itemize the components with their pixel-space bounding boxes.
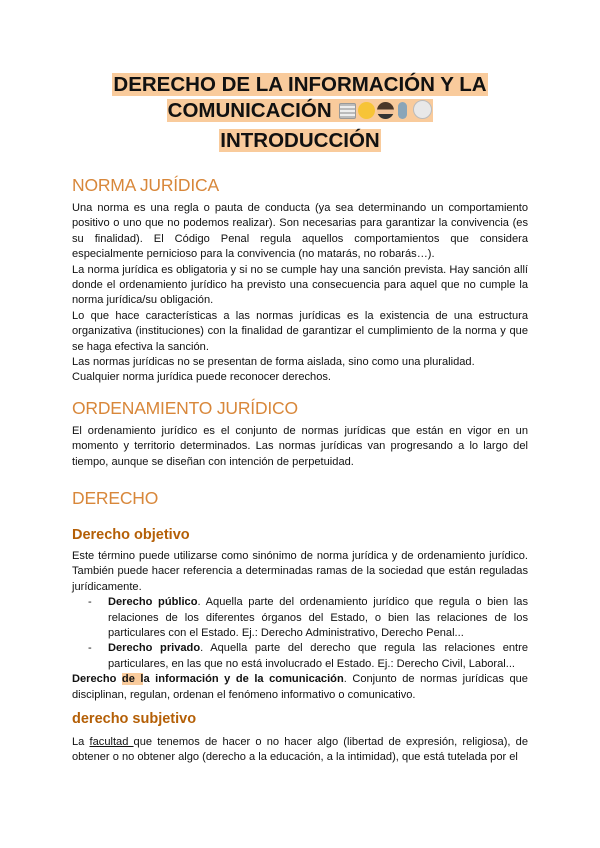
document-title-line-2: COMUNICACIÓN [0,98,600,124]
heading-derecho: DERECHO [72,488,159,508]
term: Derecho privado [108,642,201,655]
term: Derecho público [108,596,198,609]
derecho-types-list [72,595,528,672]
list-item: - Derecho público. Aquella parte del ordenamiento jurídico que regula o bien las relaciones de los diferentes órganos del Estado, o bien las relaciones de los particulares con el Estado. Ej.: Derecho Administrativo, Derecho Penal... [88,596,528,640]
section-title-introduccion: INTRODUCCIÓN [220,129,380,152]
heading-norma-juridica: NORMA JURÍDICA [72,175,219,195]
paragraph: Este término puede utilizarse como sinónimo de norma jurídica y de ordenamiento jurídico. También puede hacer referencia a determinadas ramas de la sociedad que están reguladas jurídicamente. [72,550,528,593]
heading-derecho-subjetivo: derecho subjetivo [72,711,197,727]
derecho-subjetivo-body [72,735,528,766]
newspaper-icon [339,103,356,119]
paragraph: El ordenamiento jurídico es el conjunto de normas jurídicas que están en vigor en un momento y territorio determinados. Las normas jurídicas van progresando a lo largo del tiempo, aunque se diseñan con intención de perpetuidad. [72,425,528,468]
heading-ordenamiento-juridico: ORDENAMIENTO JURÍDICO [72,398,298,418]
heading-derecho-objetivo: Derecho objetivo [72,527,190,543]
highlight: de l [121,673,144,686]
paragraph: Cualquier norma jurídica puede reconocer derechos. [72,371,332,384]
term: Derecho de la información y de la comunicación [72,673,344,686]
paragraph: Lo que hace características a las normas jurídicas es la existencia de una estructura organizativa (instituciones) con la finalidad de garantizar el cumplimiento de la norma y que se haga efectiva la sanción. [72,309,528,353]
paragraph: Derecho de la información y de la comunicación. Conjunto de normas jurídicas que disciplinan, regulan, ordenan el fenómeno informativo o comunicativo. [72,673,528,701]
paragraph: Una norma es una regla o pauta de conducta (ya sea determinando un comportamiento positivo o uno que no podemos realizar). Son necesarias para garantizar la convivencia (es su finalidad). El Código Penal regula aquellos comportamientos que considera especialmente pernicioso para la convivencia (no matarás, no robarás…). [72,202,528,261]
document-title-line-1: DERECHO DE LA INFORMACIÓN Y LA [113,73,487,96]
ordenamiento-body [72,424,528,470]
paragraph: La norma jurídica es obligatoria y si no se cumple hay una sanción prevista. Hay sanción allí donde el ordenamiento jurídico ha previsto una consecuencia para aquel que no cumple la norma jurídica/su obligación. [72,263,528,307]
microphone-icon [398,102,407,119]
paragraph: Las normas jurídicas no se presentan de forma aislada, sino como una pluralidad. [72,356,475,369]
woman-judge-icon [377,102,394,119]
norma-juridica-body [72,201,528,386]
pensive-face-icon [358,102,375,119]
derecho-objetivo-body [72,549,528,703]
skull-icon [413,100,432,119]
list-item: - Derecho privado. Aquella parte del derecho que regula las relaciones entre particulares, en las que no está involucrado el Estado. Ej.: Derecho Civil, Laboral... [88,642,528,670]
underlined-term: facultad [89,736,134,748]
paragraph: La facultad que tenemos de hacer o no hacer algo (libertad de expresión, religiosa), de obtener o no obtener algo (derecho a la educación, a la intimidad), que está tutelada por el [72,736,529,764]
